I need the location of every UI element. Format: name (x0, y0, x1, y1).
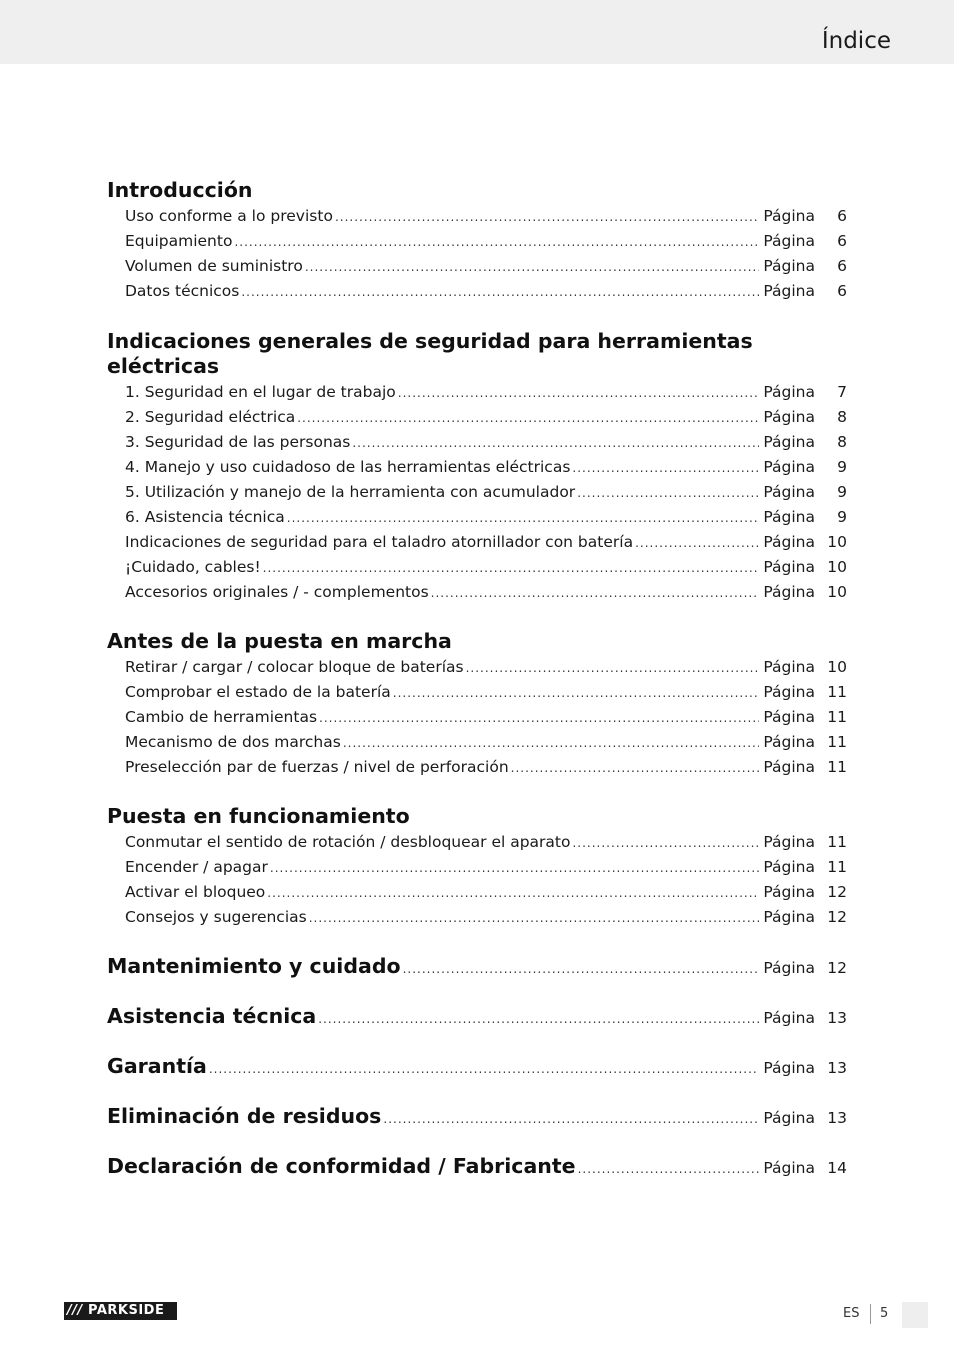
entry-label: Conmutar el sentido de rotación / desbloquear el aparato (125, 833, 571, 851)
toc-entry[interactable] (125, 432, 847, 452)
entry-label: Asistencia técnica (107, 1004, 317, 1028)
entry-label: Comprobar el estado de la batería (125, 683, 391, 701)
dot-leader (431, 583, 760, 603)
entry-label: Cambio de herramientas (125, 708, 318, 726)
page-word: Página (763, 257, 815, 275)
header-band (0, 0, 954, 64)
page-word: Página (763, 207, 815, 225)
toc-entry[interactable] (125, 532, 847, 552)
page-word: Página (763, 533, 815, 551)
page-word: Página (763, 658, 815, 676)
page-word: Página (763, 708, 815, 726)
toc-entry[interactable] (125, 457, 847, 477)
page-number: 10 (827, 533, 847, 551)
page-number: 9 (837, 458, 847, 476)
dot-leader (398, 383, 760, 403)
page-number: 11 (827, 683, 847, 701)
entry-label: Eliminación de residuos (107, 1104, 382, 1128)
section-title-indicaciones-line1: Indicaciones generales de seguridad para herramientas (107, 329, 753, 353)
entry-label: Accesorios originales / - complementos (125, 583, 429, 601)
page-word: Página (763, 683, 815, 701)
page-number: 13 (827, 1059, 847, 1077)
page-number: 10 (827, 658, 847, 676)
entry-label: ¡Cuidado, cables! (125, 558, 261, 576)
section-title-introduccion: Introducción (107, 178, 253, 202)
page-word: Página (763, 1009, 815, 1027)
toc-entry[interactable] (125, 657, 847, 677)
page-word: Página (763, 858, 815, 876)
entry-label: Mantenimiento y cuidado (107, 954, 401, 978)
page-word: Página (763, 433, 815, 451)
dot-leader (287, 508, 760, 528)
page-word: Página (763, 508, 815, 526)
entry-label: Equipamiento (125, 232, 233, 250)
page-number: 13 (827, 1009, 847, 1027)
page-number: 13 (827, 1109, 847, 1127)
page-title: Índice (821, 28, 891, 54)
dot-leader (318, 1005, 759, 1033)
dot-leader (635, 533, 759, 553)
entry-label: Preselección par de fuerzas / nivel de perforación (125, 758, 509, 776)
page-word: Página (763, 232, 815, 250)
section-title-antes-puesta-marcha: Antes de la puesta en marcha (107, 629, 452, 653)
page-number: 12 (827, 908, 847, 926)
logo-brand-text: PARKSIDE (88, 1303, 165, 1318)
dot-leader (403, 955, 760, 983)
page-number: 10 (827, 558, 847, 576)
dot-leader (267, 883, 759, 903)
page-number: 9 (837, 508, 847, 526)
dot-leader (393, 683, 760, 703)
entry-label: 4. Manejo y uso cuidadoso de las herramientas eléctricas (125, 458, 571, 476)
dot-leader (319, 708, 759, 728)
page-word: Página (763, 733, 815, 751)
page-word: Página (763, 458, 815, 476)
page-number: 12 (827, 883, 847, 901)
page-word: Página (763, 758, 815, 776)
dot-leader (578, 1155, 760, 1183)
page-word: Página (763, 483, 815, 501)
dot-leader (352, 433, 759, 453)
toc-entry[interactable] (125, 557, 847, 577)
dot-leader (234, 232, 759, 252)
page-number: 6 (837, 232, 847, 250)
entry-label: Consejos y sugerencias (125, 908, 307, 926)
page-number: 10 (827, 583, 847, 601)
dot-leader (305, 257, 760, 277)
entry-label: 3. Seguridad de las personas (125, 433, 351, 451)
dot-leader (383, 1105, 759, 1133)
toc-major-entry-asistencia[interactable] (107, 1002, 847, 1030)
entry-label: Mecanismo de dos marchas (125, 733, 341, 751)
toc-major-entry-mantenimiento[interactable] (107, 952, 847, 980)
toc-entry[interactable] (125, 707, 847, 727)
dot-leader (572, 833, 759, 853)
toc-major-entry-declaracion[interactable] (107, 1152, 847, 1180)
dot-leader (209, 1055, 760, 1083)
page-word: Página (763, 1059, 815, 1077)
page-number: 12 (827, 959, 847, 977)
entry-label: Volumen de suministro (125, 257, 303, 275)
logo-slashes: /// (67, 1303, 83, 1318)
dot-leader (572, 458, 759, 478)
entry-label: 6. Asistencia técnica (125, 508, 285, 526)
toc-entry[interactable] (125, 482, 847, 502)
page-word: Página (763, 282, 815, 300)
page-number: 7 (837, 383, 847, 401)
toc-major-entry-eliminacion[interactable] (107, 1102, 847, 1130)
entry-label: Indicaciones de seguridad para el taladro atornillador con batería (125, 533, 634, 551)
dot-leader (343, 733, 760, 753)
toc-entry[interactable] (125, 832, 847, 852)
toc-entry[interactable] (125, 206, 847, 226)
toc-entry[interactable] (125, 231, 847, 251)
entry-label: Retirar / cargar / colocar bloque de baterías (125, 658, 464, 676)
language-code: ES (843, 1306, 860, 1321)
toc-entry[interactable] (125, 382, 847, 402)
page-number: 8 (837, 408, 847, 426)
toc-major-entry-garantia[interactable] (107, 1052, 847, 1080)
entry-label: Uso conforme a lo previsto (125, 207, 333, 225)
page-word: Página (763, 1159, 815, 1177)
dot-leader (241, 282, 759, 302)
page-word: Página (763, 959, 815, 977)
toc-entry[interactable] (125, 882, 847, 902)
page-number: 11 (827, 708, 847, 726)
toc-entry[interactable] (125, 907, 847, 927)
page-word: Página (763, 408, 815, 426)
dot-leader (263, 558, 760, 578)
page-word: Página (763, 383, 815, 401)
toc-entry[interactable] (125, 507, 847, 527)
page-number: 11 (827, 758, 847, 776)
toc-entry[interactable] (125, 256, 847, 276)
dot-leader (297, 408, 759, 428)
page-word: Página (763, 883, 815, 901)
page-word: Página (763, 583, 815, 601)
toc-entry[interactable] (125, 757, 847, 777)
entry-label: 2. Seguridad eléctrica (125, 408, 296, 426)
page-word: Página (763, 908, 815, 926)
page-number: 8 (837, 433, 847, 451)
entry-label: 1. Seguridad en el lugar de trabajo (125, 383, 396, 401)
toc-entry[interactable] (125, 732, 847, 752)
entry-label: Garantía (107, 1054, 207, 1078)
entry-label: Datos técnicos (125, 282, 240, 300)
dot-leader (335, 207, 759, 227)
page-number: 11 (827, 733, 847, 751)
footer-divider (870, 1304, 871, 1324)
page-number: 6 (837, 257, 847, 275)
toc-entry[interactable] (125, 682, 847, 702)
dot-leader (270, 858, 760, 878)
page-number: 9 (837, 483, 847, 501)
section-title-indicaciones-line2: eléctricas (107, 354, 220, 378)
entry-label: Declaración de conformidad / Fabricante (107, 1154, 576, 1178)
entry-label: 5. Utilización y manejo de la herramienta con acumulador (125, 483, 576, 501)
page-word: Página (763, 1109, 815, 1127)
dot-leader (309, 908, 760, 928)
toc-entry[interactable] (125, 281, 847, 301)
dot-leader (577, 483, 759, 503)
toc-entry[interactable] (125, 407, 847, 427)
dot-leader (511, 758, 760, 778)
toc-entry[interactable] (125, 857, 847, 877)
page-number: 6 (837, 282, 847, 300)
page-number-footer: 5 (880, 1306, 889, 1321)
dot-leader (466, 658, 760, 678)
page-number: 11 (827, 833, 847, 851)
section-title-puesta-funcionamiento: Puesta en funcionamiento (107, 804, 410, 828)
footer-tab-box (902, 1302, 928, 1328)
page-number: 14 (827, 1159, 847, 1177)
page-word: Página (763, 558, 815, 576)
page-word: Página (763, 833, 815, 851)
entry-label: Activar el bloqueo (125, 883, 266, 901)
entry-label: Encender / apagar (125, 858, 268, 876)
page-number: 11 (827, 858, 847, 876)
parkside-logo (64, 1302, 177, 1320)
toc-entry[interactable] (125, 582, 847, 602)
page-number: 6 (837, 207, 847, 225)
